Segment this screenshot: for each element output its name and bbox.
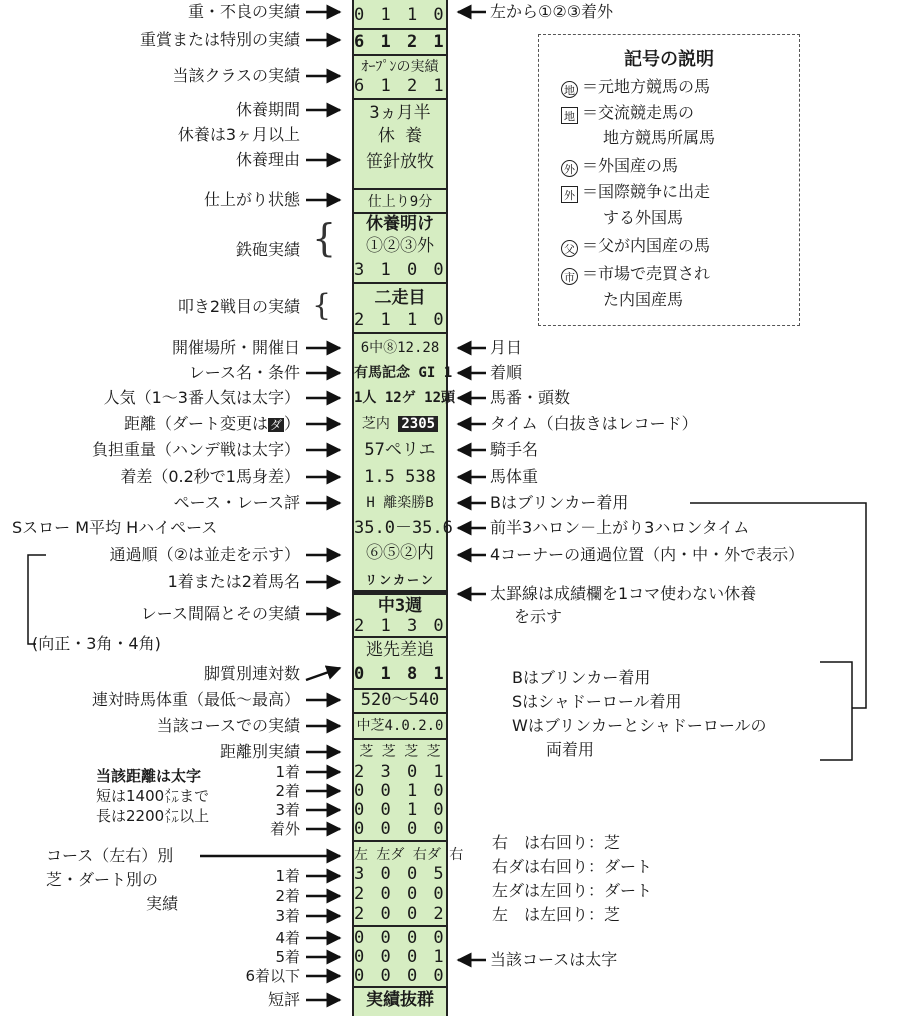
- label-thick-line-2: を示す: [514, 607, 563, 626]
- label-weight-range: 連対時馬体重（最低～最高）: [91, 690, 300, 709]
- places-header: ①②③外: [366, 236, 434, 256]
- label-jockey: 騎手名: [490, 440, 539, 459]
- legend-item: する外国馬: [603, 208, 684, 227]
- label-results: 実績: [146, 894, 179, 913]
- label-p4: 4着: [275, 929, 300, 947]
- exchange-local-icon: 地: [561, 107, 578, 124]
- course-row-3: 2 0 0 2: [354, 904, 447, 924]
- distance-row-1: 2 3 0 1: [354, 762, 447, 782]
- rest-reason: 笹針放牧: [366, 152, 434, 172]
- rest-label: 休 養: [377, 126, 423, 146]
- course-row-2: 2 0 0 0: [354, 884, 447, 904]
- graded-record: 6 1 2 1: [354, 32, 447, 52]
- label-venue: 開催場所・開催日: [171, 338, 300, 357]
- market-icon: 市: [561, 268, 578, 285]
- legend-text: ＝国際競争に出走: [582, 182, 711, 201]
- pace-race-rating: H 離楽勝B: [366, 495, 434, 511]
- label-p5: 5着: [275, 948, 300, 966]
- legend-text: ＝外国産の馬: [582, 156, 679, 175]
- label-gear-3: Wはブリンカーとシャドーロールの: [512, 716, 767, 735]
- domestic-sire-icon: 父: [561, 240, 578, 257]
- second-run-title: 二走目: [374, 288, 426, 308]
- label-weight: 負担重量（ハンデ戦は太字）: [91, 440, 300, 459]
- distance-row-3: 0 0 1 0: [354, 800, 447, 820]
- foreign-bred-icon: 外: [561, 160, 578, 177]
- distance-row-4: 0 0 0 0: [354, 819, 447, 839]
- label-interval: レース間隔とその実績: [140, 604, 300, 623]
- second-run-record: 2 1 1 0: [354, 310, 447, 330]
- course-row-1: 3 0 0 5: [354, 864, 447, 884]
- finish-condition: 仕上り9分: [367, 194, 433, 210]
- label-distance-record: 距離別実績: [219, 742, 300, 761]
- label-halves: 前半3ハロン－上がり3ハロンタイム: [490, 518, 750, 537]
- label-turn-3: 左ダは左回り：ダート: [492, 881, 653, 900]
- label-second-run: 叩き2戦目の実績: [177, 297, 300, 316]
- legend-item: た内国産馬: [603, 290, 684, 309]
- course-record: 中芝4.0.2.0: [356, 718, 444, 734]
- label-turn-4: 左 は左回り：芝: [492, 905, 621, 924]
- label-popularity: 人気（1～3番人気は太字）: [103, 388, 300, 407]
- style-header: 逃先差追: [366, 640, 434, 660]
- venue-date: 6中⑧12.28: [360, 340, 440, 356]
- legend-text: ＝父が内国産の馬: [582, 236, 711, 255]
- brace: {: [312, 216, 337, 260]
- label-corners: (向正・3角・4角): [32, 634, 161, 653]
- label-class: 当該クラスの実績: [172, 66, 300, 85]
- style-counts: 0 1 8 1: [354, 664, 447, 684]
- label-month-day: 月日: [490, 338, 523, 357]
- label-dist-note-3: 長は2200㍍以上: [96, 807, 210, 825]
- label-corner-pos: 4コーナーの通過位置（内・中・外で表示）: [490, 545, 805, 564]
- label-rest-period: 休養期間: [235, 100, 300, 119]
- label-place-3: 3着: [275, 801, 300, 819]
- label-pace: ペース・レース評: [173, 493, 300, 512]
- label-blinker: Bはブリンカー着用: [490, 493, 629, 512]
- label-place-out: 着外: [269, 820, 300, 838]
- distance-header: 芝 芝 芝 芝: [359, 744, 441, 760]
- interval: 中3週: [377, 596, 423, 616]
- first-after-rest: 休養明け: [366, 214, 434, 234]
- label-p3: 3着: [275, 907, 300, 925]
- label-winner: 1着または2着馬名: [167, 572, 300, 591]
- label-dist-note-1: 当該距離は太字: [96, 767, 202, 785]
- label-course-lr: コース（左右）別: [46, 846, 174, 865]
- label-condition: 仕上がり状態: [203, 190, 300, 209]
- label-distance-text: 距離（ダート変更は: [123, 414, 268, 433]
- weight-range: 520～540: [360, 690, 440, 710]
- label-fresh: 鉄砲実績: [235, 240, 300, 259]
- label-thick-line-1: 太罫線は成績欄を1コマ使わない休養: [490, 584, 757, 603]
- label-gear-4: 両着用: [546, 740, 595, 759]
- label-passing: 通過順（②は並走を示す）: [109, 545, 300, 564]
- interval-record: 2 1 3 0: [354, 616, 447, 636]
- brace: {: [312, 288, 332, 323]
- legend-text: ＝市場で売買され: [582, 264, 711, 283]
- course-row-5: 0 0 0 1: [354, 947, 447, 967]
- legend-text: ＝元地方競馬の馬: [582, 77, 711, 96]
- weight-jockey: 57ペリエ: [364, 440, 436, 460]
- course-row-6: 0 0 0 0: [354, 966, 447, 986]
- label-time: タイム（白抜きはレコード）: [490, 414, 698, 433]
- short-comment: 実績抜群: [366, 990, 434, 1010]
- label-course: 当該コースでの実績: [156, 716, 300, 735]
- label-dist-note-2: 短は1400㍍まで: [96, 787, 210, 805]
- label-distance-close: ）: [283, 414, 300, 433]
- record-time: 2305: [398, 416, 438, 432]
- label-rest-over3: 休養は3ヶ月以上: [177, 125, 300, 144]
- label-graded: 重賞または特別の実績: [139, 30, 300, 49]
- label-p1: 1着: [275, 867, 300, 885]
- winner-name: リンカーン: [365, 573, 435, 587]
- legend-text: ＝交流競走馬の: [582, 103, 695, 122]
- label-pace-types: Sスロー M平均 Hハイペース: [12, 518, 218, 537]
- dirt-symbol: ダ: [269, 418, 282, 432]
- passing-order: ⑥⑤②内: [366, 543, 434, 563]
- label-comment: 短評: [267, 990, 300, 1009]
- label-turf-dirt: 芝・ダート別の: [46, 870, 159, 889]
- label-rest-reason: 休養理由: [235, 150, 300, 169]
- international-icon: 外: [561, 186, 578, 203]
- popularity-gate: 1人 12ゲ 12頭: [354, 390, 456, 406]
- heavy-track-record: 0 1 1 0: [354, 5, 447, 25]
- label-turn-1: 右 は右回り：芝: [492, 833, 621, 852]
- distance-row-2: 0 0 1 0: [354, 781, 447, 801]
- margin-body-weight: 1.5 538: [364, 467, 436, 487]
- label-margin: 着差（0.2秒で1馬身差）: [120, 467, 300, 486]
- label-top-places: 左から①②③着外: [490, 2, 614, 21]
- label-place-1: 1着: [275, 763, 300, 781]
- course-row-4: 0 0 0 0: [354, 928, 447, 948]
- label-p2: 2着: [275, 887, 300, 905]
- label-body-weight: 馬体重: [490, 467, 539, 486]
- label-style: 脚質別連対数: [203, 664, 300, 683]
- label-place-2: 2着: [275, 782, 300, 800]
- former-local-icon: 地: [561, 81, 578, 98]
- race-name: 有馬記念 GI 1: [354, 365, 453, 381]
- label-turn-2: 右ダは右回り：ダート: [492, 857, 653, 876]
- label-gear-1: Bはブリンカー着用: [512, 668, 651, 687]
- legend-title: 記号の説明: [624, 49, 714, 70]
- legend-item: 地方競馬所属馬: [603, 128, 716, 147]
- class-record: 6 1 2 1: [354, 76, 447, 96]
- fresh-record: 3 1 0 0: [354, 260, 447, 280]
- label-p6: 6着以下: [245, 967, 300, 985]
- furlong-times: 35.0－35.6: [354, 518, 453, 538]
- label-gear-2: Sはシャドーロール着用: [512, 692, 682, 711]
- course-distance: 芝内: [361, 416, 390, 432]
- label-finish-pos: 着順: [490, 363, 523, 382]
- label-gate-count: 馬番・頭数: [490, 388, 571, 407]
- rest-period: 3ヵ月半: [369, 103, 431, 123]
- open-class-label: ｵｰﾌﾟﾝの実績: [361, 59, 439, 75]
- label-heavy: 重・不良の実績: [187, 2, 300, 21]
- label-current-course: 当該コースは太字: [490, 950, 618, 969]
- label-race: レース名・条件: [188, 363, 300, 382]
- course-header: 左 左ダ 右ダ 右: [354, 847, 464, 863]
